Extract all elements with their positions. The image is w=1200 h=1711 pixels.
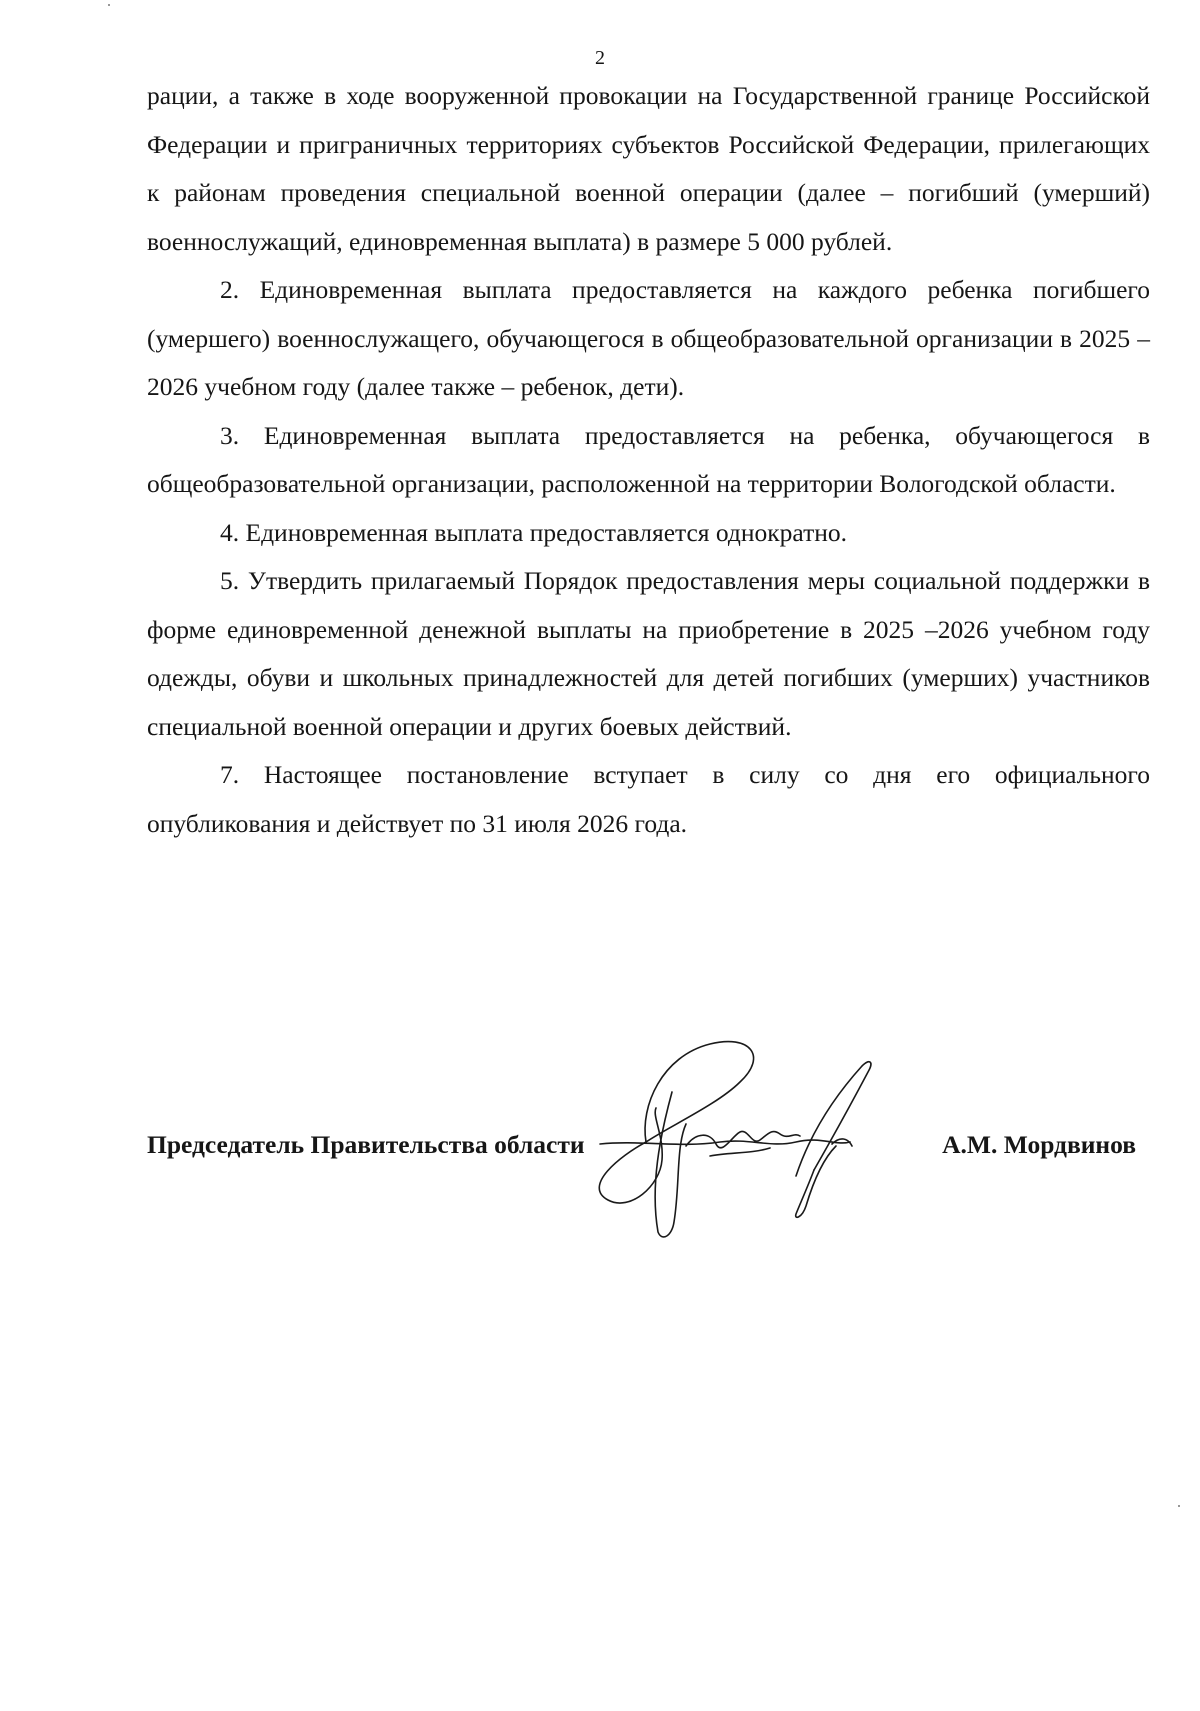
paragraph-7: 7. Настоящее постановление вступает в силу со дня его официального опубликования и действует по 31 июля 2026 года. [147,760,1150,838]
scan-speck [1178,1505,1180,1507]
paragraph-5: 5. Утвердить прилагаемый Порядок предоставления меры социальной поддержки в форме единовременной денежной выплаты на приобретение в 2025 –2026 учебном году одежды, обуви и школьных принадлежностей для детей погибших (умерших) участников специальной военной операции и других боевых действий. [147,566,1150,741]
page-number: 2 [595,47,605,69]
scan-speck [108,4,110,6]
document-body [147,72,1150,848]
paragraph-1-continuation: рации, а также в ходе вооруженной провокации на Государственной границе Российской Федерации и приграничных территориях субъектов Российской Федерации, прилегающих к районам проведения специальной военной операции (далее – погибший (умерший) военнослужащий, единовременная выплата) в размере 5 000 рублей. [147,81,1150,256]
paragraph-4: 4. Единовременная выплата предоставляется однократно. [220,517,848,547]
signatory-name: А.М. Мордвинов [942,1130,1136,1159]
paragraph-2: 2. Единовременная выплата предоставляется на каждого ребенка погибшего (умершего) военнослужащего, обучающегося в общеобразовательной организации в 2025 – 2026 учебном году (далее также – ребенок, дети). [147,275,1150,401]
paragraph-3: 3. Единовременная выплата предоставляется на ребенка, обучающегося в общеобразовательной организации, расположенной на территории Вологодской области. [147,420,1150,498]
signatory-position: Председатель Правительства области [147,1130,585,1159]
signature-block [147,1124,1150,1166]
